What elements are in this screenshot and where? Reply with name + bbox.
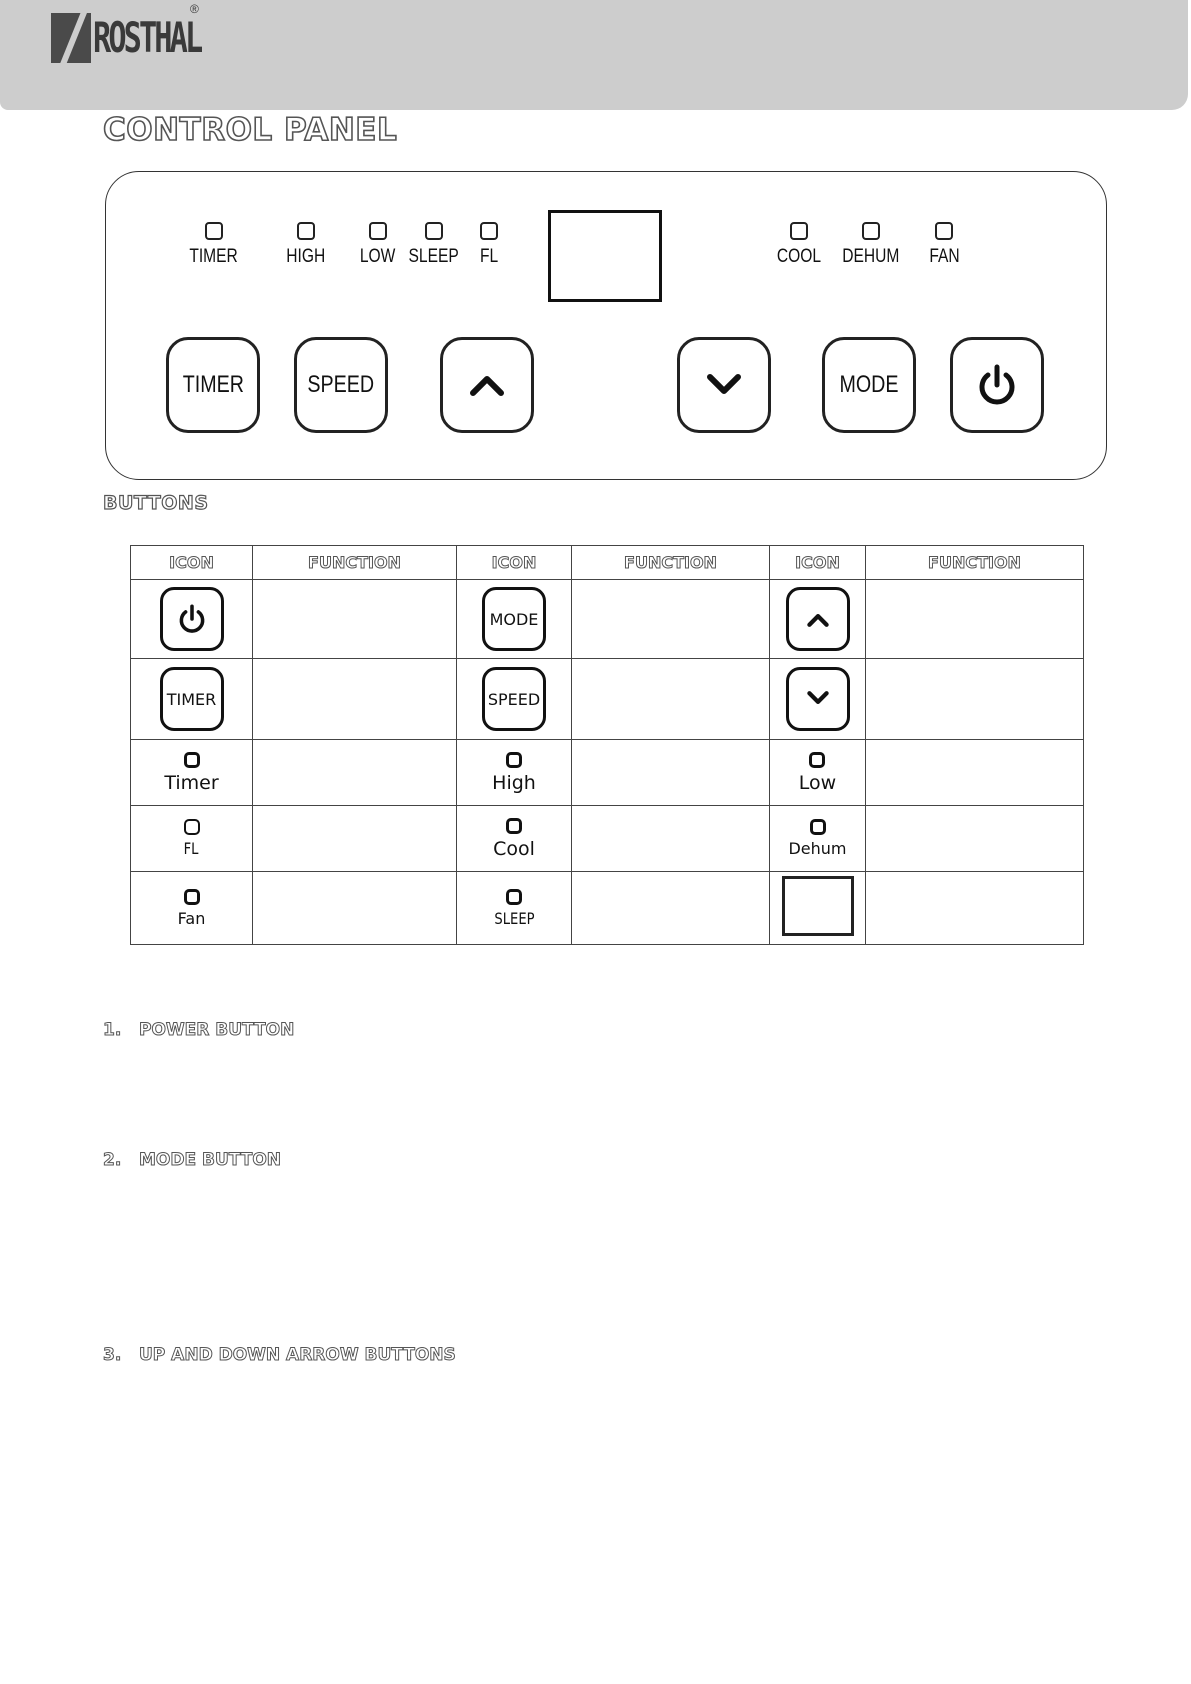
- led-high: [271, 222, 341, 268]
- table-led-dehum: Dehum: [788, 819, 846, 858]
- led-label: LOW: [360, 246, 396, 267]
- function-cell: [866, 580, 1084, 659]
- header-bar: [0, 0, 1188, 110]
- led-label: FL: [479, 246, 499, 267]
- led-fan: [909, 222, 979, 268]
- buttons-heading: BUTTONS: [103, 492, 209, 514]
- table-led-low: Low: [799, 752, 836, 794]
- led-indicator-icon: [810, 819, 826, 835]
- section-arrow-buttons: [103, 1345, 456, 1365]
- function-cell: [572, 740, 770, 806]
- table-row: [131, 806, 1084, 872]
- logo-mark-icon: [51, 13, 91, 63]
- panel-timer-button: [166, 337, 260, 433]
- chevron-down-icon: [704, 371, 744, 399]
- table-led-timer: Timer: [164, 752, 218, 794]
- panel-up-button: [440, 337, 534, 433]
- column-header: ICON: [131, 546, 253, 580]
- icon-cell: [770, 806, 866, 872]
- function-cell: [572, 580, 770, 659]
- led-indicator-icon: [425, 222, 443, 240]
- function-cell: [572, 659, 770, 740]
- section-number: 3.: [103, 1345, 122, 1365]
- table-speed-button: SPEED: [482, 667, 546, 731]
- table-power-button: [160, 587, 224, 651]
- led-indicator-icon: [506, 889, 522, 905]
- led-indicator-icon: [184, 889, 200, 905]
- chevron-up-icon: [803, 609, 833, 629]
- led-indicator-icon: [184, 819, 200, 835]
- table-led-fan: Fan: [178, 889, 206, 928]
- led-fl: [454, 222, 524, 268]
- table-led-cool: Cool: [493, 818, 535, 860]
- icon-cell: [131, 659, 253, 740]
- led-timer: [179, 222, 249, 268]
- table-header-row: [131, 546, 1084, 580]
- section-title: POWER BUTTON: [139, 1020, 295, 1040]
- led-indicator-icon: [205, 222, 223, 240]
- function-cell: [253, 872, 457, 945]
- table-led-sleep: SLEEP: [490, 889, 539, 928]
- icon-cell: [131, 580, 253, 659]
- function-cell: [866, 740, 1084, 806]
- icon-cell: [457, 740, 572, 806]
- panel-display: [548, 210, 662, 302]
- section-title: UP AND DOWN ARROW BUTTONS: [139, 1345, 456, 1365]
- icon-cell: [457, 806, 572, 872]
- column-header: ICON: [770, 546, 866, 580]
- table-row: [131, 659, 1084, 740]
- led-indicator-icon: [480, 222, 498, 240]
- function-cell: [253, 740, 457, 806]
- function-cell: [253, 806, 457, 872]
- led-indicator-icon: [862, 222, 880, 240]
- chevron-up-icon: [467, 371, 507, 399]
- chevron-down-icon: [803, 689, 833, 709]
- panel-power-button: [950, 337, 1044, 433]
- led-label: DEHUM: [842, 246, 900, 267]
- function-cell: [866, 659, 1084, 740]
- registered-mark: ®: [190, 2, 199, 16]
- column-header: ICON: [457, 546, 572, 580]
- table-mode-button: MODE: [482, 587, 546, 651]
- led-indicator-icon: [790, 222, 808, 240]
- function-cell: [572, 806, 770, 872]
- column-header: FUNCTION: [253, 546, 457, 580]
- icon-cell: [457, 872, 572, 945]
- function-cell: [253, 580, 457, 659]
- led-indicator-icon: [506, 752, 522, 768]
- function-cell: [253, 659, 457, 740]
- led-indicator-icon: [809, 752, 825, 768]
- led-indicator-icon: [184, 752, 200, 768]
- led-cool: [764, 222, 834, 268]
- button-label: SPEED: [307, 371, 375, 398]
- brand-name: ROSTHAL: [93, 13, 201, 62]
- power-icon: [176, 602, 208, 636]
- led-dehum: [836, 222, 906, 268]
- icon-cell: [457, 580, 572, 659]
- table-display-icon: [782, 876, 854, 936]
- table-row: [131, 580, 1084, 659]
- section-number: 1.: [103, 1020, 122, 1040]
- function-cell: [866, 806, 1084, 872]
- icon-cell: [131, 740, 253, 806]
- table-up-button: [786, 587, 850, 651]
- table-timer-button: TIMER: [160, 667, 224, 731]
- icon-cell: [770, 872, 866, 945]
- section-power-button: [103, 1020, 294, 1040]
- control-panel-heading: CONTROL PANEL: [103, 112, 398, 148]
- panel-down-button: [677, 337, 771, 433]
- icon-cell: [770, 740, 866, 806]
- panel-mode-button: [822, 337, 916, 433]
- led-label: FAN: [928, 246, 960, 267]
- icon-cell: [770, 580, 866, 659]
- icon-cell: [131, 872, 253, 945]
- function-cell: [866, 872, 1084, 945]
- column-header: FUNCTION: [572, 546, 770, 580]
- section-number: 2.: [103, 1150, 122, 1170]
- led-indicator-icon: [369, 222, 387, 240]
- icon-cell: [457, 659, 572, 740]
- section-title: MODE BUTTON: [139, 1150, 282, 1170]
- icon-cell: [131, 806, 253, 872]
- led-indicator-icon: [506, 818, 522, 834]
- brand-logo: [51, 12, 242, 64]
- table-row: [131, 872, 1084, 945]
- table-led-high: High: [492, 752, 536, 794]
- led-label: SLEEP: [408, 246, 460, 267]
- button-label: MODE: [839, 371, 899, 398]
- column-header: FUNCTION: [866, 546, 1084, 580]
- led-label: COOL: [776, 246, 822, 267]
- panel-speed-button: [294, 337, 388, 433]
- led-label: TIMER: [189, 246, 239, 267]
- function-cell: [572, 872, 770, 945]
- table-led-fl: FL: [182, 819, 200, 858]
- led-label: HIGH: [286, 246, 326, 267]
- icon-cell: [770, 659, 866, 740]
- section-mode-button: [103, 1150, 281, 1170]
- buttons-table: [130, 545, 1084, 945]
- table-row: [131, 740, 1084, 806]
- power-icon: [975, 361, 1019, 409]
- button-label: TIMER: [182, 371, 244, 398]
- led-indicator-icon: [297, 222, 315, 240]
- led-indicator-icon: [935, 222, 953, 240]
- table-down-button: [786, 667, 850, 731]
